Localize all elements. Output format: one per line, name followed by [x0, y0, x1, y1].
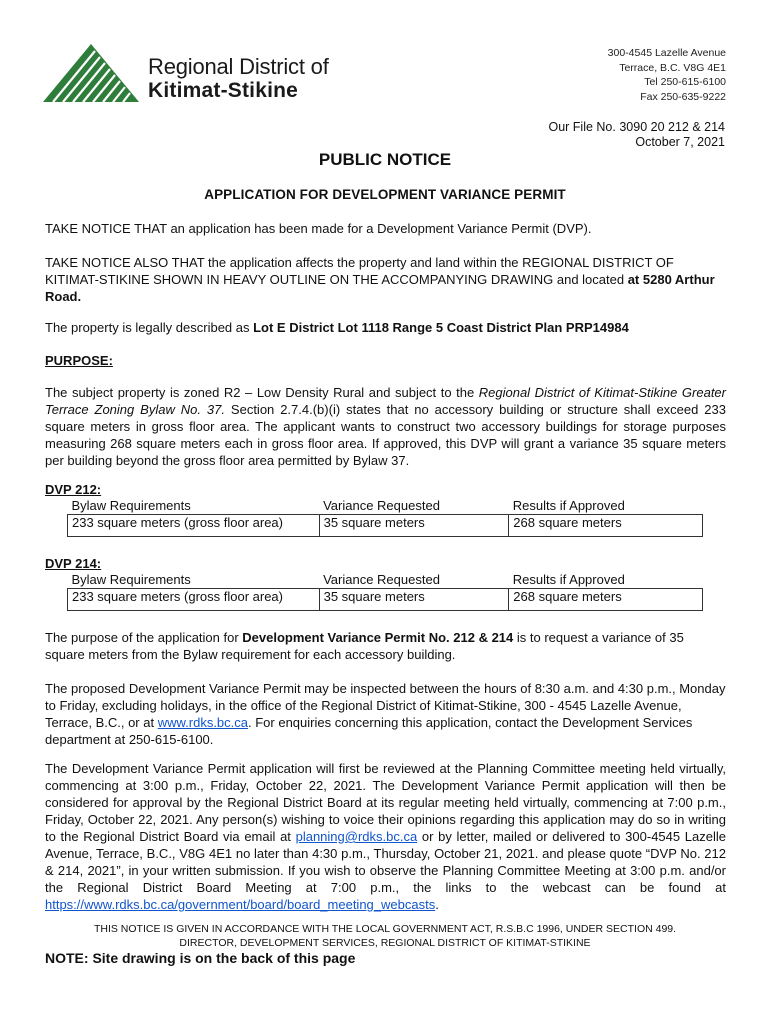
logo-text-line1: Regional District of [148, 54, 329, 79]
rdks-website-link[interactable]: www.rdks.bc.ca [157, 715, 249, 730]
table-header-cell: Results if Approved [512, 572, 625, 587]
inspect-text-2: . For enquiries concerning this application, contact the Development Services department at 250-615-6100. [45, 715, 693, 747]
table-header-cell: Variance Requested [323, 572, 440, 587]
legal-lot: Lot E District Lot 1118 Range 5 Coast District Plan PRP14984 [253, 320, 629, 335]
purpose-paragraph [45, 384, 726, 469]
address-phone: Tel 250-615-6100 [644, 76, 726, 88]
rdks-logo [43, 42, 333, 104]
address-street: 300-4545 Lazelle Avenue [607, 47, 726, 59]
logo-text-line2: Kitimat-Stikine [148, 79, 299, 102]
review-text-1: The Development Variance Permit application will first be reviewed at the Planning Committee meeting held virtually, commencing at 3:00 p.m., Friday, October 22, 2021. The Development Variance Permit application will then be considered for approval by the Regional District Board at its regular meeting held virtually, commencing at 7:00 p.m., Friday, October 22, 2021. Any person(s) wishing to voice their opinions regarding this application may do so in writing to the Regional District Board via email at [45, 761, 726, 844]
inspect-text-1: The proposed Development Variance Permit may be inspected between the hours of 8:30 a.m. and 4:30 p.m., Monday to Friday, excluding holidays, in the office of the Regional District of Kitimat-Stikine, 300 - 4545 Lazelle Avenue, Terrace, B.C., or at [45, 681, 726, 730]
address-city: Terrace, B.C. V8G 4E1 [619, 61, 726, 74]
review-paragraph [45, 760, 726, 913]
application-purpose-paragraph [45, 629, 726, 663]
webcast-link[interactable]: https://www.rdks.bc.ca/government/board/board_meeting_webcasts [45, 897, 436, 912]
table-header-cell: Variance Requested [323, 498, 440, 513]
office-address [608, 46, 726, 104]
notice-paragraph-1: TAKE NOTICE THAT an application has been made for a Development Variance Permit (DVP). [45, 221, 592, 236]
purpose-text-1: The subject property is zoned R2 – Low Density Rural and subject to the [45, 385, 479, 400]
footer-line-2: DIRECTOR, DEVELOPMENT SERVICES, REGIONAL DISTRICT OF KITIMAT-STIKINE [179, 937, 591, 949]
table-cell: 35 square meters [319, 589, 509, 611]
dvp-214-heading: DVP 214: [45, 556, 102, 571]
page-subtitle: APPLICATION FOR DEVELOPMENT VARIANCE PERMIT [204, 187, 566, 202]
legal-description [45, 319, 726, 336]
table-row [68, 515, 703, 537]
inspection-paragraph [45, 680, 726, 748]
purpose-heading-text: PURPOSE: [45, 353, 113, 368]
review-text-2: or by letter, mailed or delivered to 300-4545 Lazelle Avenue, Terrace, B.C., V8G 4E1 no later than 4:30 p.m., Thursday, October 21, 2021. and please quote “DVP No. 212 & 214, 2021”, in your written submission. If you wish to observe the Planning Committee Meeting at 3:00 p.m. and/or the Regional District Board Meeting at 7:00 p.m., the links to the webcast can be found at [45, 829, 726, 895]
table-header-cell: Results if Approved [512, 498, 625, 513]
dvp-212-table [67, 498, 703, 537]
table-header-cell: Bylaw Requirements [71, 572, 191, 587]
planning-email-link[interactable]: planning@rdks.bc.ca [295, 829, 418, 844]
dvp-214-table [67, 572, 703, 611]
dvp-212-heading: DVP 212: [45, 482, 102, 497]
purpose-app-text-1: The purpose of the application for [45, 630, 243, 645]
site-drawing-note: NOTE: Site drawing is on the back of this page [45, 950, 356, 966]
mountain-logo-icon [43, 42, 143, 104]
table-header-row [68, 498, 703, 515]
file-reference [548, 120, 725, 150]
purpose-app-permit: Development Variance Permit No. 212 & 214 [242, 630, 514, 645]
purpose-bylaw-name: Regional District of Kitimat-Stikine Greater Terrace Zoning Bylaw No. 37. [45, 385, 726, 417]
page-title: PUBLIC NOTICE [318, 150, 452, 169]
purpose-heading [45, 352, 726, 369]
notice-date: October 7, 2021 [635, 135, 725, 149]
purpose-text-2: Section 2.7.4.(b)(i) states that no accessory building or structure shall exceed 233 square meters in gross floor area. The applicant wants to construct two accessory buildings for storage purposes measuring 268 square meters each in gross floor area. If approved, this DVP will grant a variance 35 square meters per building beyond the gross floor area permitted by Bylaw 37. [45, 402, 726, 468]
legal-footer [0, 922, 770, 950]
table-cell: 233 square meters (gross floor area) [68, 515, 320, 537]
notice-paragraph-2 [45, 254, 726, 305]
review-text-3: . [435, 897, 439, 912]
notice2-location: at 5280 Arthur Road. [45, 272, 715, 304]
table-header-row [68, 572, 703, 589]
file-number: Our File No. 3090 20 212 & 214 [548, 120, 725, 134]
table-cell: 268 square meters [509, 515, 703, 537]
table-cell: 268 square meters [509, 589, 703, 611]
table-row [68, 589, 703, 611]
legal-text: The property is legally described as [45, 320, 254, 335]
table-cell: 233 square meters (gross floor area) [68, 589, 320, 611]
table-cell: 35 square meters [319, 515, 509, 537]
notice2-text: TAKE NOTICE ALSO THAT the application affects the property and land within the REGIONAL DISTRICT OF KITIMAT-STIKINE SHOWN IN HEAVY OUTLINE ON THE ACCOMPANYING DRAWING and located [45, 255, 674, 287]
purpose-app-text-2: is to request a variance of 35 square meters from the Bylaw requirement for each accessory building. [45, 630, 684, 662]
footer-line-1: THIS NOTICE IS GIVEN IN ACCORDANCE WITH THE LOCAL GOVERNMENT ACT, R.S.B.C 1996, UNDER SECTION 499. [93, 923, 677, 935]
table-header-cell: Bylaw Requirements [71, 498, 191, 513]
address-fax: Fax 250-635-9222 [640, 90, 726, 103]
